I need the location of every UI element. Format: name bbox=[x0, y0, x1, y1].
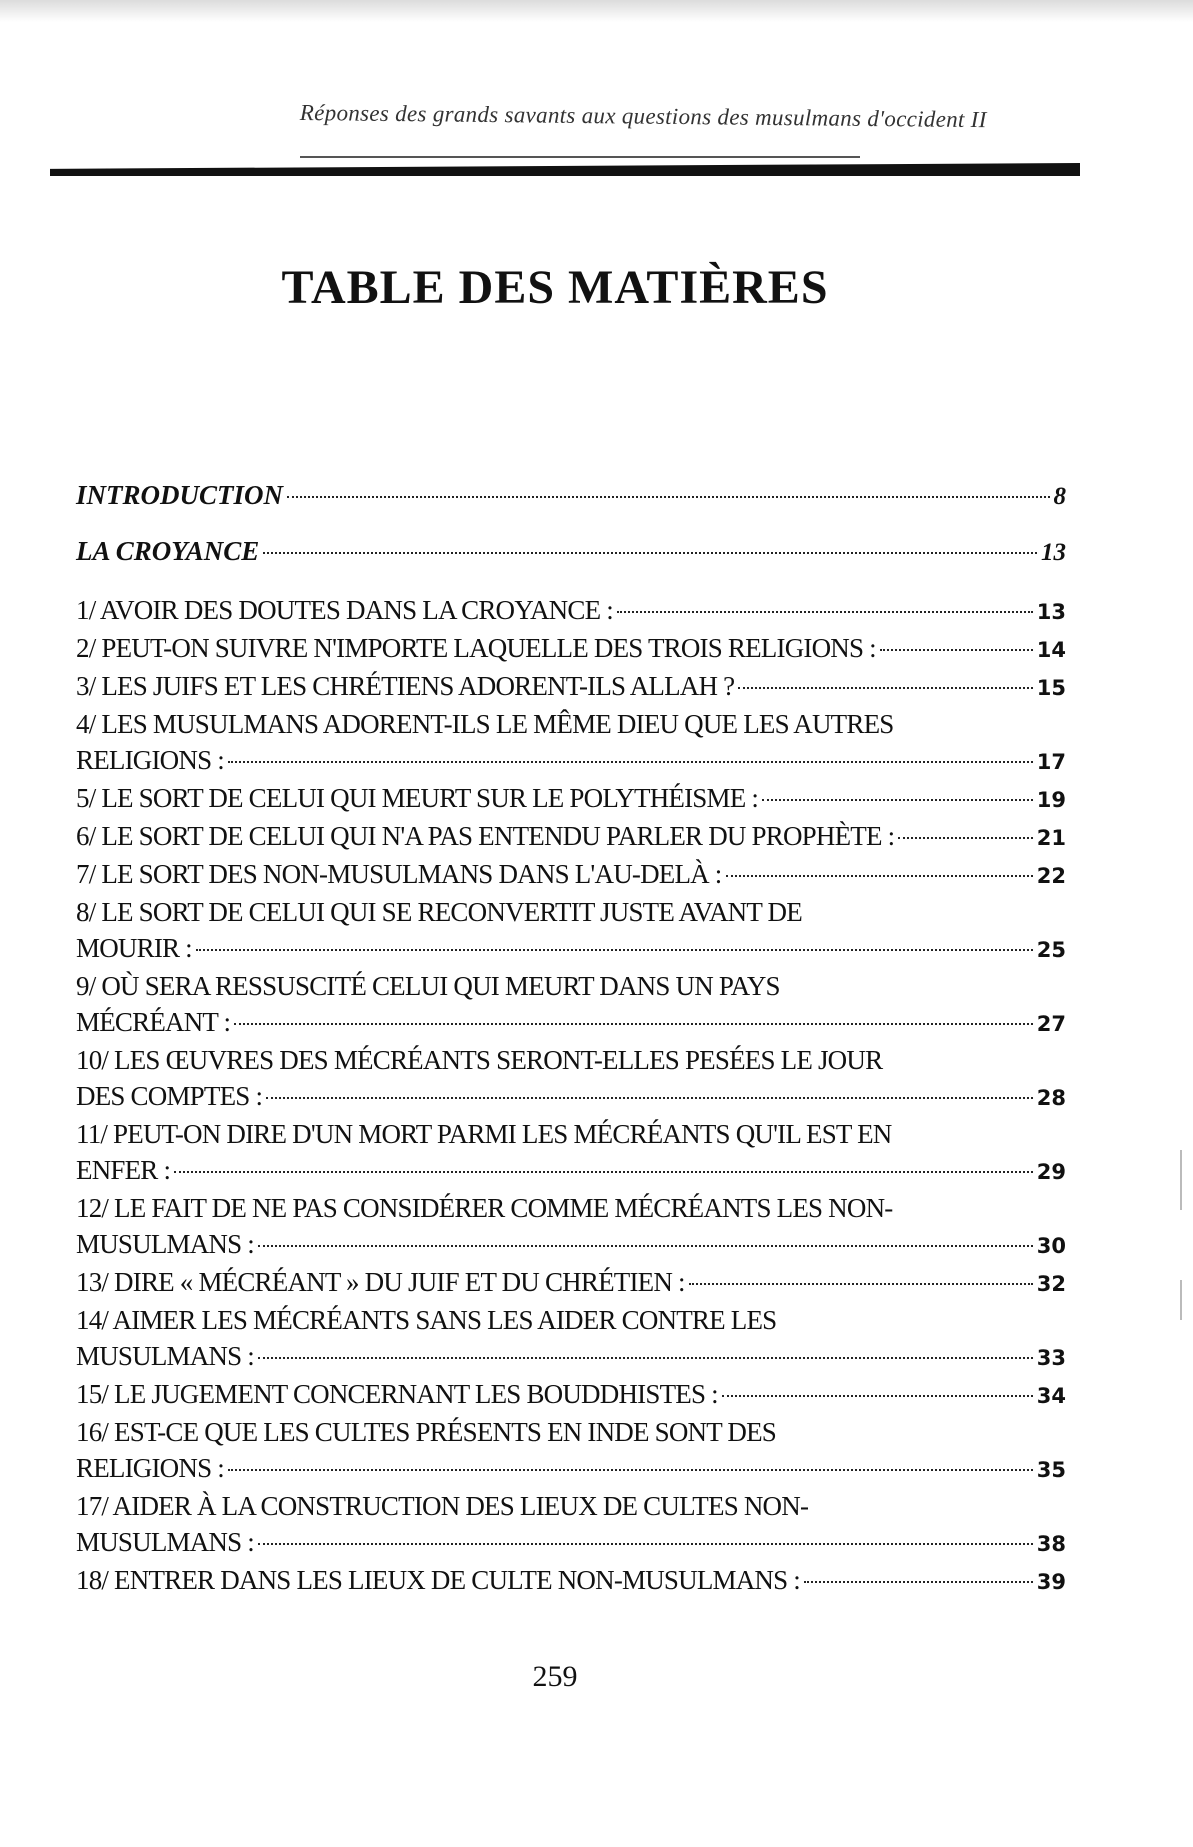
dot-leader bbox=[738, 687, 1032, 689]
toc-entry-title-continued: MUSULMANS : bbox=[76, 1341, 254, 1371]
toc-entry-title: 7/ LE SORT DES NON-MUSULMANS DANS L'AU-DELÀ : bbox=[76, 859, 722, 889]
toc-page-number: 21 bbox=[1036, 826, 1066, 850]
toc-page-number: 25 bbox=[1036, 938, 1066, 962]
toc-entry-title: 2/ PEUT-ON SUIVRE N'IMPORTE LAQUELLE DES TROIS RELIGIONS : bbox=[76, 633, 876, 663]
toc-page-number: 8 bbox=[1053, 483, 1066, 510]
toc-page-number: 33 bbox=[1036, 1346, 1066, 1370]
toc-page-number: 22 bbox=[1036, 864, 1066, 888]
page-number: 259 bbox=[532, 1660, 578, 1693]
toc-page-number: 19 bbox=[1036, 788, 1066, 812]
toc-entry-title: 6/ LE SORT DE CELUI QUI N'A PAS ENTENDU PARLER DU PROPHÈTE : bbox=[76, 821, 895, 851]
toc-entry[interactable] bbox=[76, 818, 1066, 856]
dot-leader bbox=[762, 799, 1033, 801]
toc-entry[interactable] bbox=[76, 968, 1066, 1042]
toc-entry[interactable] bbox=[76, 1190, 1066, 1264]
toc-entry[interactable] bbox=[76, 1562, 1066, 1600]
toc-entry[interactable] bbox=[76, 894, 1066, 968]
dot-leader bbox=[726, 875, 1033, 877]
toc-entry-title-continued: MUSULMANS : bbox=[76, 1527, 254, 1557]
dot-leader bbox=[258, 1357, 1033, 1359]
toc-entry-title-continued: DES COMPTES : bbox=[76, 1081, 263, 1111]
toc-page-number: 34 bbox=[1036, 1384, 1066, 1408]
toc-entry[interactable] bbox=[76, 1116, 1066, 1190]
toc-entry-title-continued: MUSULMANS : bbox=[76, 1229, 254, 1259]
dot-leader bbox=[880, 649, 1033, 651]
toc-entry-title-continued: RELIGIONS : bbox=[76, 1453, 224, 1483]
dot-leader bbox=[258, 1245, 1033, 1247]
toc-entry[interactable] bbox=[76, 856, 1066, 894]
running-header: Réponses des grands savants aux questions des musulmans d'occident II bbox=[299, 100, 987, 133]
scan-shadow bbox=[0, 0, 1193, 22]
toc-page-number: 15 bbox=[1036, 676, 1066, 700]
toc-entry[interactable] bbox=[76, 592, 1066, 630]
header-rule-thin bbox=[300, 156, 860, 158]
toc-entry[interactable] bbox=[76, 1376, 1066, 1414]
dot-leader bbox=[722, 1395, 1033, 1397]
toc-entry[interactable] bbox=[76, 1302, 1066, 1376]
toc-entry[interactable] bbox=[76, 668, 1066, 706]
dot-leader bbox=[617, 611, 1033, 613]
toc-page-number: 13 bbox=[1041, 539, 1066, 566]
toc-page-number: 29 bbox=[1036, 1160, 1066, 1184]
toc-entry-title-continued: MÉCRÉANT : bbox=[76, 1007, 231, 1037]
header-rule bbox=[50, 163, 1080, 176]
dot-leader bbox=[804, 1581, 1033, 1583]
dot-leader bbox=[234, 1023, 1033, 1025]
toc-entry-title: 15/ LE JUGEMENT CONCERNANT LES BOUDDHISTES : bbox=[76, 1379, 718, 1409]
scan-artifact bbox=[1180, 1150, 1182, 1210]
toc-page-number: 39 bbox=[1036, 1570, 1066, 1594]
dot-leader bbox=[689, 1283, 1033, 1285]
toc-entry[interactable] bbox=[76, 706, 1066, 780]
dot-leader bbox=[258, 1543, 1033, 1545]
toc-entry-title: 13/ DIRE « MÉCRÉANT » DU JUIF ET DU CHRÉTIEN : bbox=[76, 1267, 685, 1297]
dot-leader bbox=[266, 1097, 1033, 1099]
toc-page-number: 32 bbox=[1036, 1272, 1066, 1296]
toc-entry-title: 14/ AIMER LES MÉCRÉANTS SANS LES AIDER CONTRE LES bbox=[76, 1305, 777, 1335]
toc-entry-title: 17/ AIDER À LA CONSTRUCTION DES LIEUX DE CULTES NON- bbox=[76, 1491, 809, 1521]
toc-page-number: 38 bbox=[1036, 1532, 1066, 1556]
toc-entry-title-continued: MOURIR : bbox=[76, 933, 192, 963]
table-of-contents bbox=[76, 480, 1066, 1600]
toc-entry[interactable] bbox=[76, 1488, 1066, 1562]
toc-page-number: 30 bbox=[1036, 1234, 1066, 1258]
dot-leader bbox=[174, 1171, 1033, 1173]
dot-leader bbox=[228, 1469, 1033, 1471]
toc-page-number: 28 bbox=[1036, 1086, 1066, 1110]
toc-page-number: 17 bbox=[1036, 750, 1066, 774]
toc-page-number: 35 bbox=[1036, 1458, 1066, 1482]
toc-page-number: 13 bbox=[1036, 600, 1066, 624]
dot-leader bbox=[196, 949, 1033, 951]
dot-leader bbox=[898, 837, 1032, 839]
toc-page-number: 14 bbox=[1036, 638, 1066, 662]
toc-entry-title: 16/ EST-CE QUE LES CULTES PRÉSENTS EN INDE SONT DES bbox=[76, 1417, 777, 1447]
toc-entry[interactable] bbox=[76, 780, 1066, 818]
toc-entry-title: 9/ OÙ SERA RESSUSCITÉ CELUI QUI MEURT DANS UN PAYS bbox=[76, 971, 780, 1001]
dot-leader bbox=[287, 496, 1049, 498]
toc-entry-title: 4/ LES MUSULMANS ADORENT-ILS LE MÊME DIEU QUE LES AUTRES bbox=[76, 709, 894, 739]
toc-entry-title: 1/ AVOIR DES DOUTES DANS LA CROYANCE : bbox=[76, 595, 613, 625]
toc-heading[interactable] bbox=[76, 480, 1066, 536]
toc-entry-title-continued: RELIGIONS : bbox=[76, 745, 224, 775]
dot-leader bbox=[228, 761, 1033, 763]
toc-entry-title: 12/ LE FAIT DE NE PAS CONSIDÉRER COMME MÉCRÉANTS LES NON- bbox=[76, 1193, 893, 1223]
toc-page-number: 27 bbox=[1036, 1012, 1066, 1036]
toc-entry-title: 18/ ENTRER DANS LES LIEUX DE CULTE NON-MUSULMANS : bbox=[76, 1565, 801, 1595]
toc-heading[interactable] bbox=[76, 536, 1066, 592]
toc-entry[interactable] bbox=[76, 1264, 1066, 1302]
toc-entry-title: 3/ LES JUIFS ET LES CHRÉTIENS ADORENT-ILS ALLAH ? bbox=[76, 671, 735, 701]
toc-entry-title: 11/ PEUT-ON DIRE D'UN MORT PARMI LES MÉCRÉANTS QU'IL EST EN bbox=[76, 1119, 892, 1149]
page-title: TABLE DES MATIÈRES bbox=[281, 261, 829, 314]
scan-artifact bbox=[1180, 1280, 1182, 1320]
toc-entry-title: 5/ LE SORT DE CELUI QUI MEURT SUR LE POLYTHÉISME : bbox=[76, 783, 759, 813]
toc-entry-title-continued: ENFER : bbox=[76, 1155, 171, 1185]
toc-entry-title: 10/ LES ŒUVRES DES MÉCRÉANTS SERONT-ELLES PESÉES LE JOUR bbox=[76, 1045, 883, 1075]
toc-heading-label: LA CROYANCE bbox=[76, 536, 260, 566]
toc-entry[interactable] bbox=[76, 1042, 1066, 1116]
toc-entry-title: 8/ LE SORT DE CELUI QUI SE RECONVERTIT JUSTE AVANT DE bbox=[76, 897, 802, 927]
toc-heading-label: INTRODUCTION bbox=[76, 480, 284, 510]
dot-leader bbox=[263, 552, 1037, 554]
toc-entry[interactable] bbox=[76, 630, 1066, 668]
toc-entry[interactable] bbox=[76, 1414, 1066, 1488]
